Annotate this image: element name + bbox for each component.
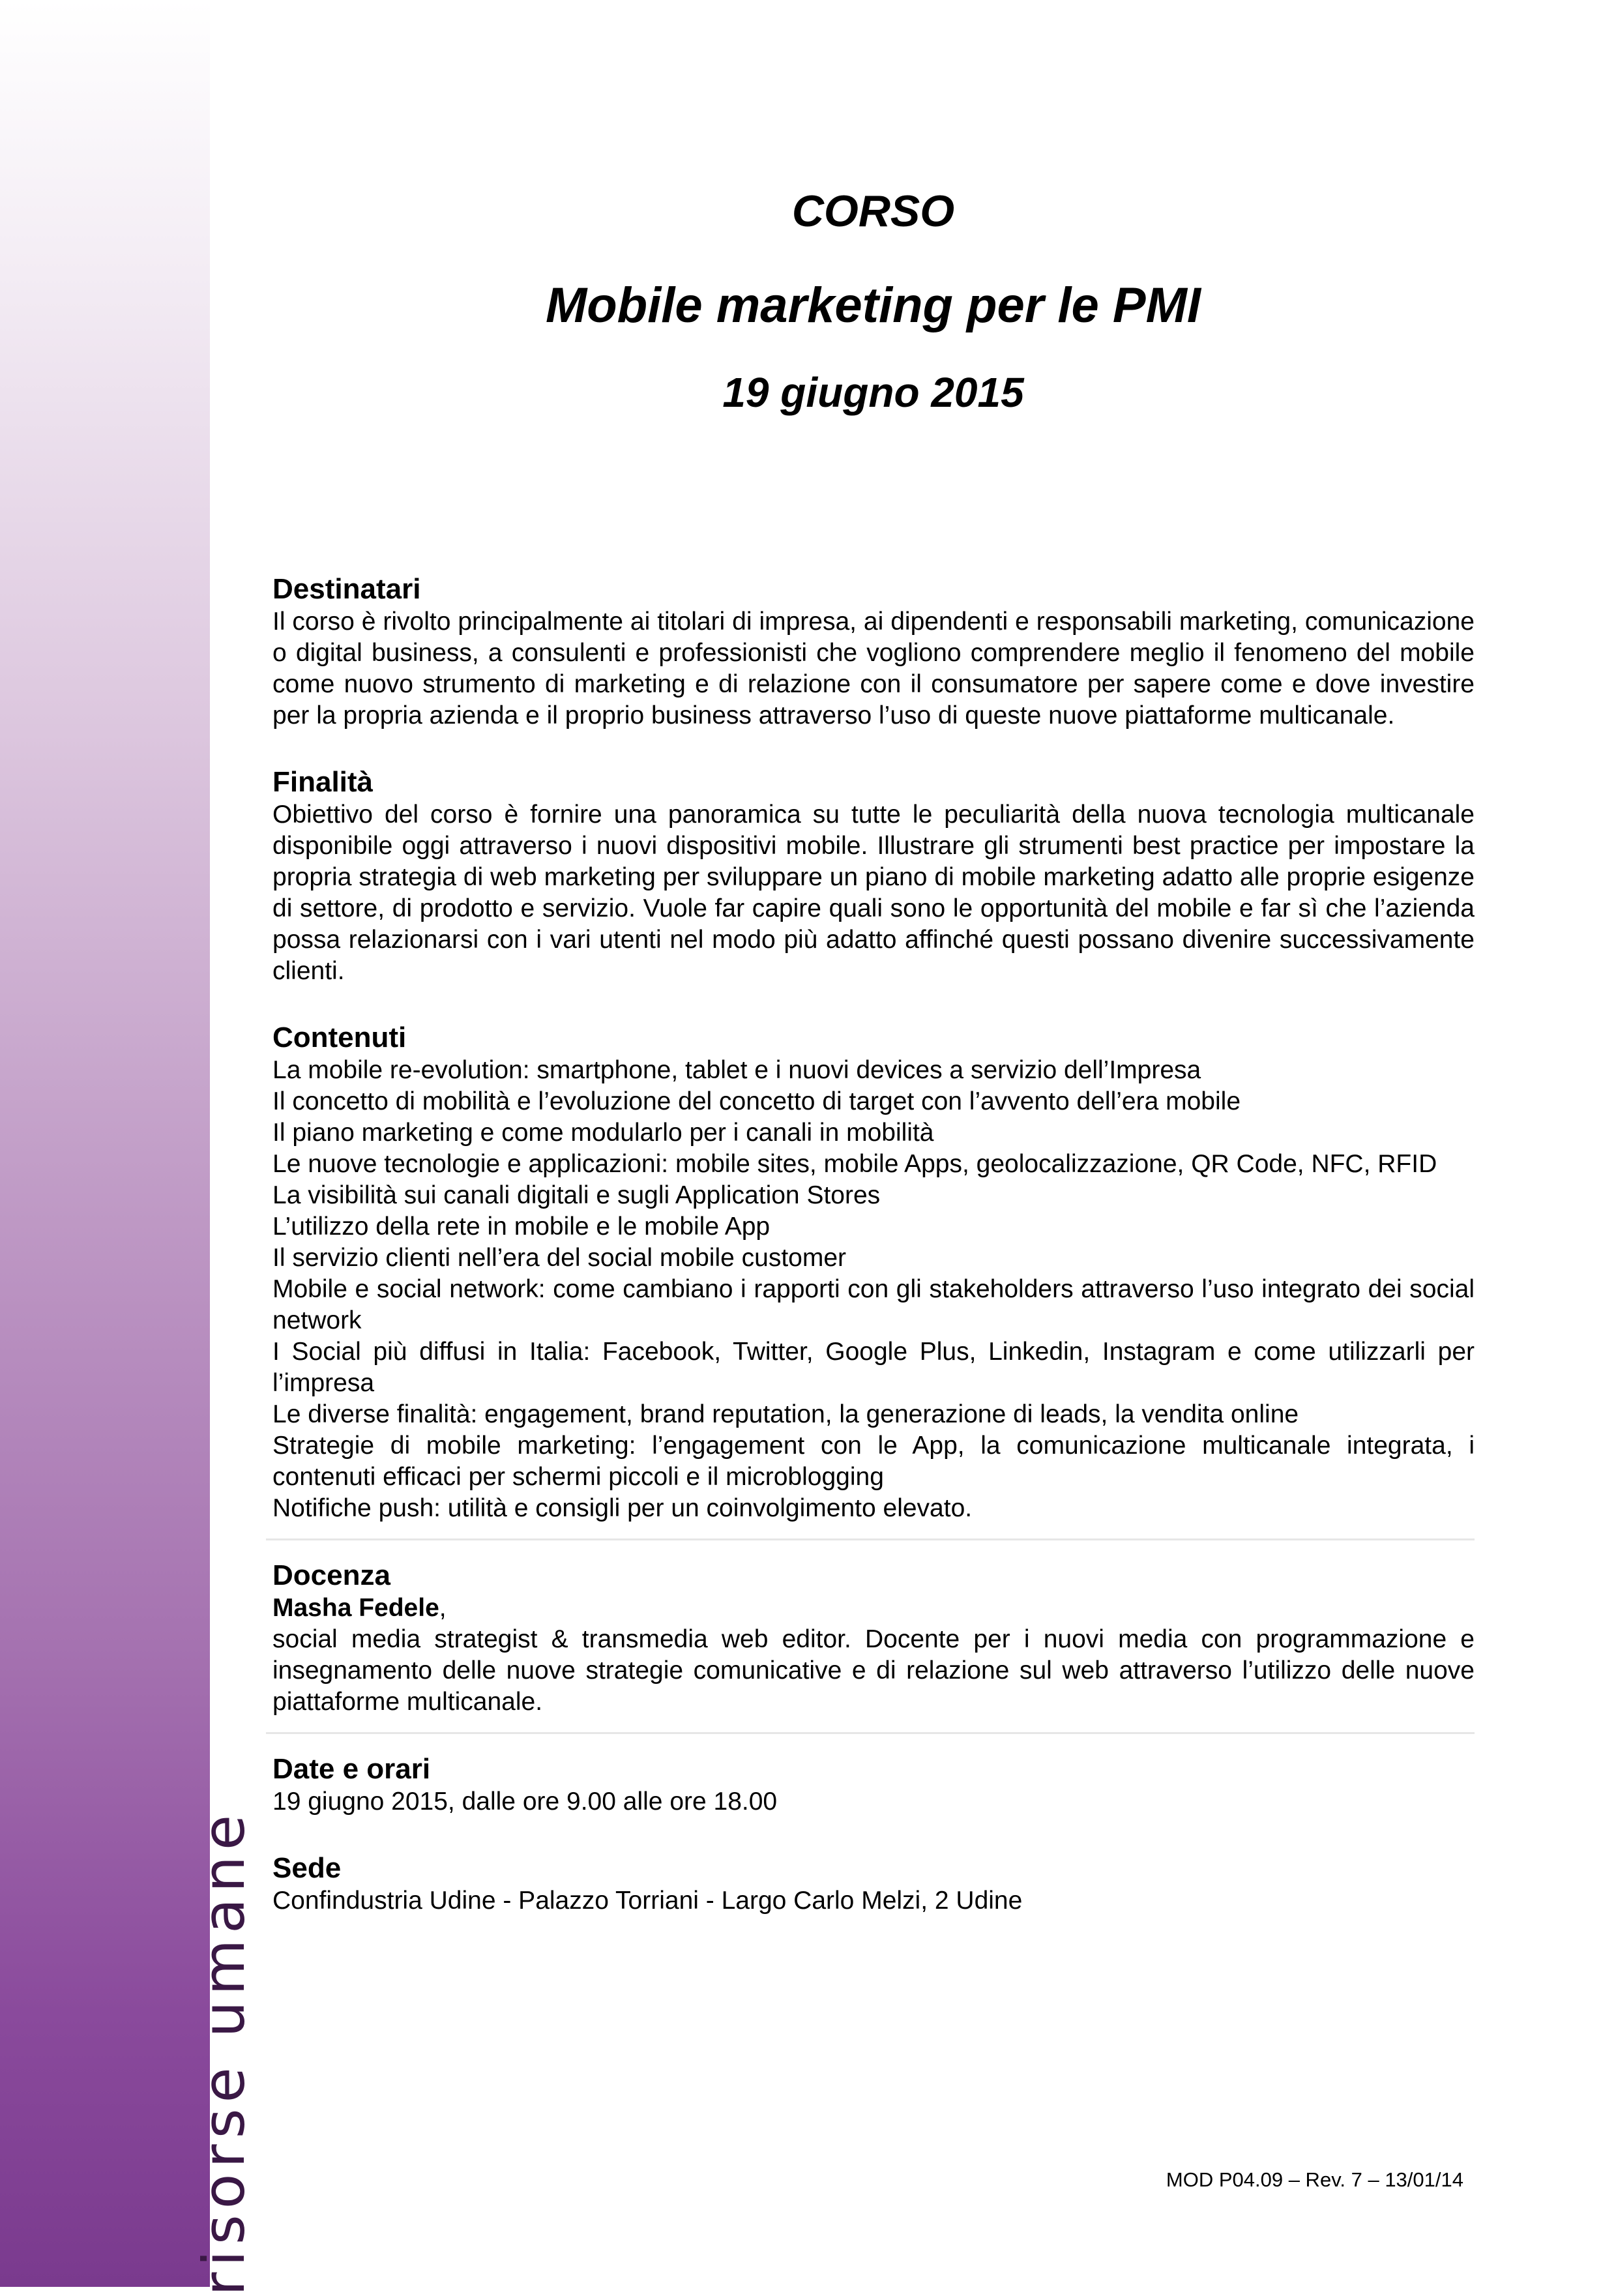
document-code: MOD P04.09 – Rev. 7 – 13/01/14 [1166, 2168, 1463, 2191]
course-date: 19 giugno 2015 [722, 369, 1024, 416]
section-contenuti [272, 1021, 1475, 1524]
finalita-text: Obiettivo del corso è fornire una panoramica su tutte le peculiarità della nuova tecnologia multicanale disponibile oggi attraverso i nuovi dispositivi mobile. Illustrare gli strumenti best practice per impostare la propria strategia di web marketing per sviluppare un piano di mobile marketing adatto alle proprie esigenze di settore, di prodotto e servizio. Vuole far capire quali sono le opportunità del mobile e far sì che l’azienda possa relazionarsi con i vari utenti nel modo più adatto affinché questi possano divenire successivamente clienti. [272, 801, 1475, 985]
course-kicker: CORSO [791, 186, 955, 236]
course-title: Mobile marketing per le PMI [545, 278, 1201, 333]
section-destinatari [272, 572, 1475, 731]
main-content [272, 572, 1475, 1950]
section-title-finalita: Finalità [272, 766, 374, 798]
list-item: I Social più diffusi in Italia: Facebook, Twitter, Google Plus, Linkedin, Instagram e come utilizzarli per l’impresa [272, 1338, 1475, 1397]
section-finalita [272, 765, 1475, 987]
sidebar-label: risorse umane [190, 1809, 257, 2296]
date-orari-text: 19 giugno 2015, dalle ore 9.00 alle ore 18.00 [272, 1788, 778, 1816]
list-item: La mobile re-evolution: smartphone, tablet e i nuovi devices a servizio dell’Impresa [272, 1056, 1201, 1084]
section-title-date-orari: Date e orari [272, 1753, 431, 1785]
section-title-contenuti: Contenuti [272, 1022, 407, 1053]
list-item: Il servizio clienti nell’era del social mobile customer [272, 1244, 847, 1272]
sede-text: Confindustria Udine - Palazzo Torriani - Largo Carlo Melzi, 2 Udine [272, 1887, 1023, 1915]
list-item: Notifiche push: utilità e consigli per un coinvolgimento elevato. [272, 1494, 973, 1522]
section-date-orari [272, 1752, 1475, 1818]
contenuti-list [272, 1055, 1475, 1524]
teacher-name-suffix: , [439, 1594, 447, 1622]
teacher-name: Masha Fedele [272, 1594, 439, 1622]
section-title-sede: Sede [272, 1852, 342, 1884]
section-divider [266, 1732, 1475, 1734]
sidebar-band [0, 0, 210, 2287]
section-sede [272, 1851, 1475, 1917]
list-item: Le nuove tecnologie e applicazioni: mobile sites, mobile Apps, geolocalizzazione, QR Code, NFC, RFID [272, 1150, 1437, 1178]
list-item: Il concetto di mobilità e l’evoluzione del concetto di target con l’avvento dell’era mobile [272, 1087, 1241, 1115]
section-docenza [272, 1559, 1475, 1718]
list-item: Il piano marketing e come modularlo per i canali in mobilità [272, 1119, 934, 1147]
section-divider [266, 1538, 1475, 1540]
teacher-line [272, 1593, 1475, 1624]
list-item: Mobile e social network: come cambiano i rapporti con gli stakeholders attraverso l’uso integrato dei social network [272, 1275, 1475, 1334]
list-item: La visibilità sui canali digitali e sugli Application Stores [272, 1181, 881, 1209]
list-item: L’utilizzo della rete in mobile e le mobile App [272, 1213, 771, 1241]
list-item: Le diverse finalità: engagement, brand reputation, la generazione di leads, la vendita online [272, 1400, 1299, 1428]
list-item: Strategie di mobile marketing: l’engagement con le App, la comunicazione multicanale integrata, i contenuti efficaci per schermi piccoli e il microblogging [272, 1432, 1475, 1491]
section-title-docenza: Docenza [272, 1559, 390, 1591]
section-title-destinatari: Destinatari [272, 573, 421, 605]
docenza-text: social media strategist & transmedia web editor. Docente per i nuovi media con programmazione e insegnamento delle nuove strategie comunicative e di relazione sul web attraverso l’utilizzo delle nuove piattaforme multicanale. [272, 1625, 1475, 1716]
destinatari-text: Il corso è rivolto principalmente ai titolari di impresa, ai dipendenti e responsabili marketing, comunicazione o digital business, a consulenti e professionisti che vogliono comprendere meglio il fenomeno del mobile come nuovo strumento di marketing e di relazione con il consumatore per sapere come e dove investire per la propria azienda e il proprio business attraverso l’uso di queste nuove piattaforme multicanale. [272, 608, 1475, 729]
